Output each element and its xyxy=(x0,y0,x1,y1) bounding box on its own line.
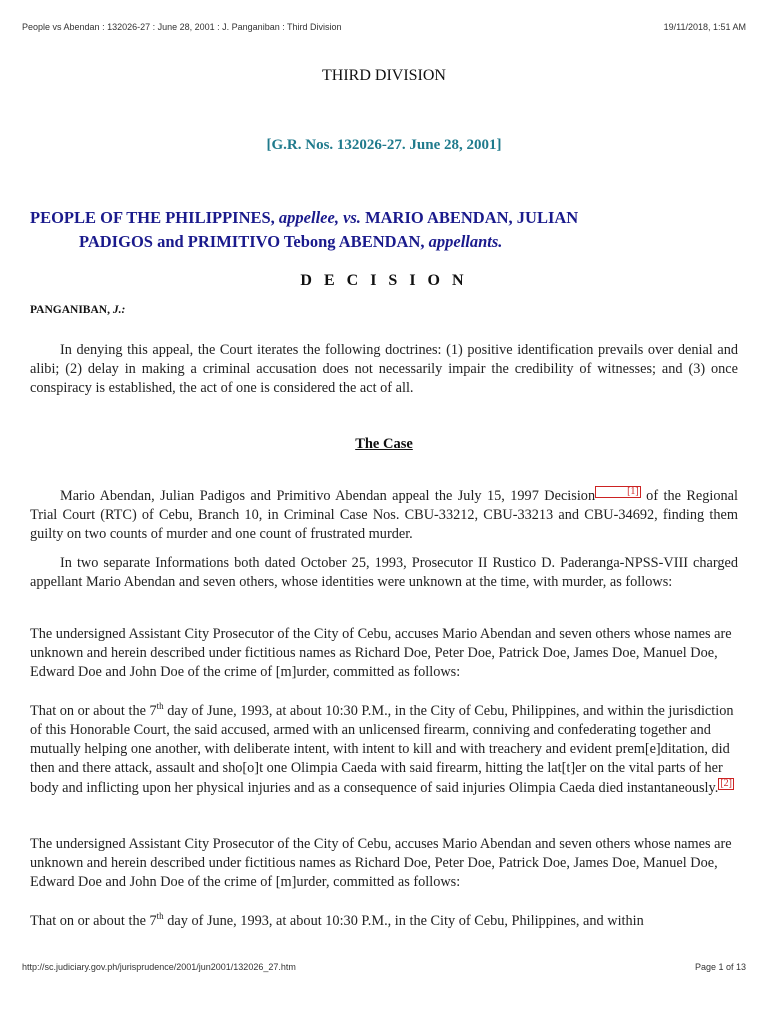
appellants-role: appellants. xyxy=(428,232,503,251)
ponente-name: PANGANIBAN, xyxy=(30,304,110,316)
print-footer-page: Page 1 of 13 xyxy=(694,962,746,972)
section-heading: The Case xyxy=(355,436,413,452)
quote-2-superscript: th xyxy=(156,701,164,712)
print-footer-url: http://sc.judiciary.gov.ph/jurisprudence/2001/jun2001/132026_27.htm xyxy=(22,962,296,972)
appellee-role: appellee xyxy=(278,208,335,227)
appellants-line-2: PADIGOS and PRIMITIVO Tebong ABENDAN, xyxy=(79,232,425,251)
quote-4-superscript: th xyxy=(156,911,164,922)
case-paragraph-1-text-b: of the Regional Trial Court (RTC) of Cebu, Branch 10, in Criminal Case Nos. CBU-33212, CBU-33213 and CBU-34692, finding them guilty on two counts of murder and one count of frustrated murder. xyxy=(30,488,738,542)
case-paragraph-2: In two separate Informations both dated October 25, 1993, Prosecutor II Rustico D. Paderanga-NPSS-VIII charged appellant Mario Abendan and seven others, whose identities were unknown at the time, with murder, as follows: xyxy=(30,555,738,590)
ponente-suffix: J.: xyxy=(112,304,126,316)
information-quote-4 xyxy=(30,912,738,931)
appellants-line-2-wrap xyxy=(30,230,738,254)
versus-label: , vs. xyxy=(334,208,361,227)
appellants-line-1: MARIO ABENDAN, JULIAN xyxy=(365,208,579,227)
case-parties xyxy=(30,206,738,254)
footnote-link-1[interactable]: [1] xyxy=(595,486,641,498)
quote-2-text-a: That on or about the 7 xyxy=(30,703,157,719)
quote-2-text-b: day of June, 1993, at about 10:30 P.M., in the City of Cebu, Philippines, and within the jurisdiction of this Honorable Court, the said accused, armed with an unlicensed firearm, conniving and confederating together and mutually helping one another, with deliberate intent, with intent to kill and with treachery and evident prem[e]ditation, did then and there attack, assault and sho[o]t one Olimpia Caeda with said firearm, hitting the lat[t]er on the vital parts of her body and inflicting upon her physical injuries and as a consequence of said injuries Olimpia Caeda died instantaneously. xyxy=(30,703,734,796)
print-header-title: People vs Abendan : 132026-27 : June 28, 2001 : J. Panganiban : Third Division xyxy=(22,22,342,32)
ponente xyxy=(30,304,125,316)
case-number: [G.R. Nos. 132026-27. June 28, 2001] xyxy=(266,137,502,153)
quote-4-text-a: That on or about the 7 xyxy=(30,913,157,929)
footnote-link-2[interactable]: [2] xyxy=(720,778,732,789)
division-title: THIRD DIVISION xyxy=(322,67,446,84)
intro-paragraph: In denying this appeal, the Court iterates the following doctrines: (1) positive identification prevails over denial and alibi; (2) delay in making a criminal accusation does not necessarily impair the credibility of witnesses; and (3) once conspiracy is established, the act of one is considered the act of all. xyxy=(30,342,738,396)
quote-4-text-b: day of June, 1993, at about 10:30 P.M., in the City of Cebu, Philippines, and within xyxy=(163,913,644,929)
appellee-name: PEOPLE OF THE PHILIPPINES, xyxy=(30,208,275,227)
print-header-datetime: 19/11/2018, 1:51 AM xyxy=(663,22,746,32)
case-paragraph-1 xyxy=(30,486,738,544)
information-quote-3: The undersigned Assistant City Prosecutor of the City of Cebu, accuses Mario Abendan and seven others whose names are unknown and herein described under fictitious names as Richard Doe, Peter Doe, Patrick Doe, James Doe, Manuel Doe, Edward Doe and John Doe of the crime of [m]urder, committed as follows: xyxy=(30,836,732,890)
information-quote-1: The undersigned Assistant City Prosecutor of the City of Cebu, accuses Mario Abendan and seven others whose names are unknown and herein described under fictitious names as Richard Doe, Peter Doe, Patrick Doe, James Doe, Manuel Doe, Edward Doe and John Doe of the crime of [m]urder, committed as follows: xyxy=(30,626,732,680)
information-quote-2 xyxy=(30,702,738,798)
decision-title: D E C I S I O N xyxy=(300,272,468,289)
case-paragraph-1-text-a: Mario Abendan, Julian Padigos and Primitivo Abendan appeal the July 15, 1997 Decision xyxy=(60,488,596,504)
